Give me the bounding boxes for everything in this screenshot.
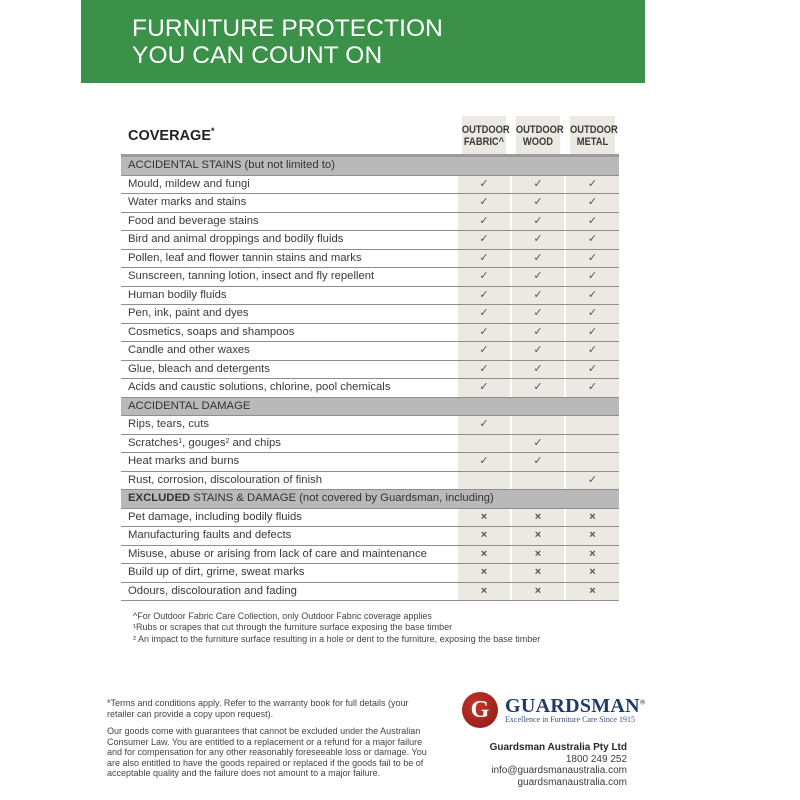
cross-icon: ×	[566, 527, 619, 545]
check-icon: ✓	[512, 361, 564, 379]
table-row: Cosmetics, soaps and shampoos ✓ ✓ ✓	[121, 324, 619, 343]
check-icon: ✓	[566, 250, 619, 268]
table-row: Misuse, abuse or arising from lack of care and maintenance × × ×	[121, 546, 619, 565]
table-row: Water marks and stains ✓ ✓ ✓	[121, 194, 619, 213]
website-link[interactable]: guardsmanaustralia.com	[517, 776, 627, 788]
header-banner	[81, 0, 645, 83]
guardsman-logo-icon: G	[462, 692, 498, 728]
legal-text	[107, 698, 437, 786]
empty-cell	[458, 435, 510, 453]
empty-cell	[566, 435, 619, 453]
table-row: Mould, mildew and fungi ✓ ✓ ✓	[121, 176, 619, 195]
footnotes	[133, 611, 540, 645]
table-row: Candle and other waxes ✓ ✓ ✓	[121, 342, 619, 361]
empty-cell	[566, 453, 619, 471]
table-header	[121, 116, 619, 154]
check-icon: ✓	[512, 268, 564, 286]
check-icon: ✓	[566, 213, 619, 231]
table-row: Sunscreen, tanning lotion, insect and fly repellent ✓ ✓ ✓	[121, 268, 619, 287]
cross-icon: ×	[512, 583, 564, 601]
cross-icon: ×	[512, 527, 564, 545]
table-row: Manufacturing faults and defects × × ×	[121, 527, 619, 546]
check-icon: ✓	[458, 287, 510, 305]
empty-cell	[566, 416, 619, 434]
table-row: Build up of dirt, grime, sweat marks × × ×	[121, 564, 619, 583]
table-row: Heat marks and burns ✓ ✓	[121, 453, 619, 472]
empty-cell	[458, 472, 510, 490]
check-icon: ✓	[512, 213, 564, 231]
coverage-heading: COVERAGE*	[128, 126, 215, 144]
table-row: Glue, bleach and detergents ✓ ✓ ✓	[121, 361, 619, 380]
check-icon: ✓	[566, 305, 619, 323]
check-icon: ✓	[458, 305, 510, 323]
table-row: Pen, ink, paint and dyes ✓ ✓ ✓	[121, 305, 619, 324]
check-icon: ✓	[512, 231, 564, 249]
phone-number: 1800 249 252	[565, 753, 627, 765]
cross-icon: ×	[458, 546, 510, 564]
check-icon: ✓	[566, 379, 619, 397]
brand-name: GUARDSMAN®	[505, 695, 646, 717]
check-icon: ✓	[566, 231, 619, 249]
cross-icon: ×	[458, 583, 510, 601]
cross-icon: ×	[566, 583, 619, 601]
check-icon: ✓	[458, 268, 510, 286]
cross-icon: ×	[512, 509, 564, 527]
check-icon: ✓	[512, 305, 564, 323]
check-icon: ✓	[512, 379, 564, 397]
check-icon: ✓	[512, 250, 564, 268]
cross-icon: ×	[512, 546, 564, 564]
consumer-law-text: Our goods come with guarantees that cannot be excluded under the Australian Consumer Law. You are entitled to a replacement or a refund for a major failure and for compensation for any other reasonably foreseeable loss or damage. You are also entitled to have the goods repaired or replaced if the goods fail to be of acceptable quality and the failure does not amount to a major failure.	[107, 726, 427, 778]
footnote-1: ¹Rubs or scrapes that cut through the furniture surface exposing the base timber	[133, 622, 453, 633]
terms-text: *Terms and conditions apply. Refer to the warranty book for full details (your retailer can provide a copy upon request).	[107, 698, 409, 719]
cross-icon: ×	[566, 509, 619, 527]
check-icon: ✓	[566, 194, 619, 212]
title-line-1: FURNITURE PROTECTION	[132, 15, 443, 42]
check-icon: ✓	[512, 287, 564, 305]
check-icon: ✓	[458, 250, 510, 268]
brand-tagline: Excellence in Furniture Care Since 1915	[505, 715, 635, 724]
check-icon: ✓	[458, 416, 510, 434]
row-label: Scratches$^1$, gouges$^2$ and chips	[128, 436, 281, 449]
cross-icon: ×	[458, 527, 510, 545]
cross-icon: ×	[512, 564, 564, 582]
check-icon: ✓	[458, 176, 510, 194]
page-title	[132, 15, 443, 69]
check-icon: ✓	[512, 176, 564, 194]
check-icon: ✓	[512, 342, 564, 360]
check-icon: ✓	[458, 342, 510, 360]
cross-icon: ×	[566, 546, 619, 564]
check-icon: ✓	[566, 361, 619, 379]
footnote-caret: ^For Outdoor Fabric Care Collection, only Outdoor Fabric coverage applies	[133, 611, 432, 621]
section-header-accidental-stains: ACCIDENTAL STAINS (but not limited to)	[121, 157, 619, 176]
column-header-outdoor-fabric: OUTDOOR FABRIC^	[462, 116, 506, 154]
check-icon: ✓	[512, 453, 564, 471]
cross-icon: ×	[458, 509, 510, 527]
check-icon: ✓	[512, 435, 564, 453]
cross-icon: ×	[566, 564, 619, 582]
check-icon: ✓	[566, 324, 619, 342]
section-header-excluded: EXCLUDED STAINS & DAMAGE (not covered by Guardsman, including)	[121, 490, 619, 509]
table-row: Food and beverage stains ✓ ✓ ✓	[121, 213, 619, 232]
check-icon: ✓	[566, 176, 619, 194]
column-header-outdoor-metal: OUTDOOR METAL	[570, 116, 615, 154]
check-icon: ✓	[458, 231, 510, 249]
coverage-table	[121, 116, 619, 601]
table-row: Rust, corrosion, discolouration of finish ✓	[121, 472, 619, 491]
check-icon: ✓	[458, 453, 510, 471]
table-row: Pet damage, including bodily fluids × × ×	[121, 509, 619, 528]
table-row: Acids and caustic solutions, chlorine, pool chemicals ✓ ✓ ✓	[121, 379, 619, 398]
email-link[interactable]: info@guardsmanaustralia.com	[491, 765, 627, 776]
table-row: Rips, tears, cuts ✓	[121, 416, 619, 435]
table-row: Human bodily fluids ✓ ✓ ✓	[121, 287, 619, 306]
table-row	[121, 435, 619, 454]
check-icon: ✓	[458, 194, 510, 212]
table-row: Odours, discolouration and fading × × ×	[121, 583, 619, 602]
check-icon: ✓	[458, 213, 510, 231]
check-icon: ✓	[566, 472, 619, 490]
check-icon: ✓	[458, 324, 510, 342]
cross-icon: ×	[458, 564, 510, 582]
table-row: Pollen, leaf and flower tannin stains and marks ✓ ✓ ✓	[121, 250, 619, 269]
title-line-2: YOU CAN COUNT ON	[132, 42, 383, 69]
check-icon: ✓	[566, 342, 619, 360]
contact-info	[490, 742, 627, 788]
check-icon: ✓	[512, 194, 564, 212]
check-icon: ✓	[458, 379, 510, 397]
footnote-2: ² An impact to the furniture surface resulting in a hole or dent to the furniture, exposing the base timber	[133, 633, 541, 644]
section-header-accidental-damage: ACCIDENTAL DAMAGE	[121, 398, 619, 417]
company-name: Guardsman Australia Pty Ltd	[489, 742, 627, 753]
check-icon: ✓	[512, 324, 564, 342]
empty-cell	[512, 472, 564, 490]
check-icon: ✓	[566, 268, 619, 286]
check-icon: ✓	[566, 287, 619, 305]
empty-cell	[512, 416, 564, 434]
table-row: Bird and animal droppings and bodily fluids ✓ ✓ ✓	[121, 231, 619, 250]
check-icon: ✓	[458, 361, 510, 379]
column-header-outdoor-wood: OUTDOOR WOOD	[516, 116, 560, 154]
